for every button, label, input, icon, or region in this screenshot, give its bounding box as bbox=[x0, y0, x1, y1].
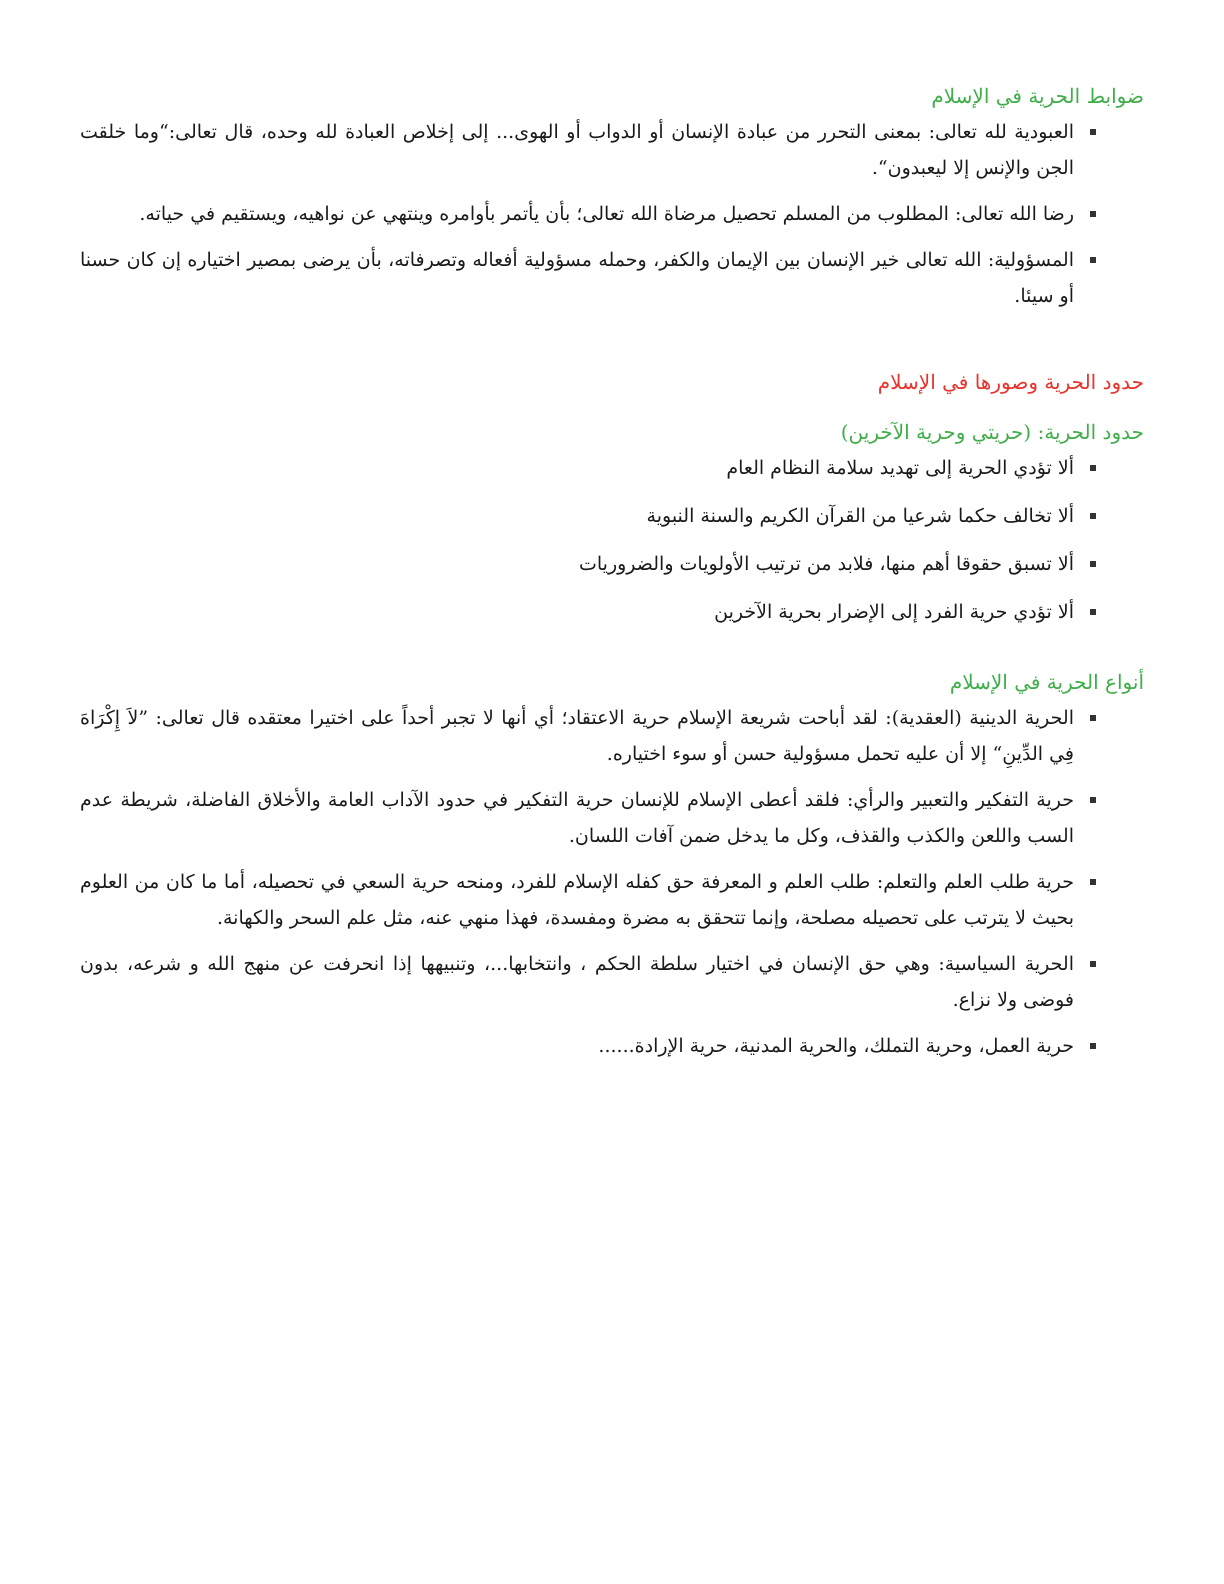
list-item bbox=[80, 196, 1144, 232]
square-bullet-icon bbox=[1090, 961, 1096, 967]
heading-freedom-limits-forms: حدود الحرية وصورها في الإسلام bbox=[877, 370, 1144, 394]
list-item-text: ألا تؤدي حرية الفرد إلى الإضرار بحرية الآخرين bbox=[714, 601, 1074, 623]
square-bullet-icon bbox=[1090, 715, 1096, 721]
list-item bbox=[80, 114, 1144, 186]
list-item-text: الحرية الدينية (العقدية): لقد أباحت شريعة الإسلام حرية الاعتقاد؛ أي أنها لا تجبر أحداً على اختيرا معتقده قال تعالى: ”لاَ إِكْرَاهَ فِي الدِّينِ“ إلا أن عليه تحمل مسؤولية حسن أو سوء اختياره. bbox=[80, 707, 1074, 765]
freedom-types-list bbox=[80, 700, 1144, 1064]
list-item bbox=[80, 594, 1144, 630]
list-item-text: ألا تسبق حقوقا أهم منها، فلابد من ترتيب الأولويات والضروريات bbox=[578, 553, 1074, 575]
list-item-text: حرية طلب العلم والتعلم: طلب العلم و المعرفة حق كفله الإسلام للفرد، ومنحه حرية السعي في تحصيله، أما ما كان من العلوم بحيث لا يترتب على تحصيله مصلحة، وإنما تتحقق به مضرة ومفسدة، فهذا منهي عنه، مثل علم السحر والكهانة. bbox=[80, 871, 1074, 929]
list-item bbox=[80, 546, 1144, 582]
heading-freedom-controls: ضوابط الحرية في الإسلام bbox=[931, 84, 1144, 108]
list-item-text: الحرية السياسية: وهي حق الإنسان في اختيار سلطة الحكم ، وانتخابها...، وتنبيهها إذا انحرفت عن منهج الله و شرعه، بدون فوضى ولا نزاع. bbox=[80, 953, 1074, 1011]
list-item-text: ألا تخالف حكما شرعيا من القرآن الكريم والسنة النبوية bbox=[646, 505, 1074, 527]
list-item-text: رضا الله تعالى: المطلوب من المسلم تحصيل مرضاة الله تعالى؛ بأن يأتمر بأوامره وينتهي عن نواهيه، ويستقيم في حياته. bbox=[139, 203, 1074, 225]
square-bullet-icon bbox=[1090, 1043, 1096, 1049]
heading-freedom-limits: حدود الحرية: (حريتي وحرية الآخرين) bbox=[840, 420, 1144, 444]
list-item bbox=[80, 864, 1144, 936]
square-bullet-icon bbox=[1090, 465, 1096, 471]
square-bullet-icon bbox=[1090, 513, 1096, 519]
list-item-text: ألا تؤدي الحرية إلى تهديد سلامة النظام العام bbox=[726, 457, 1074, 479]
list-item bbox=[80, 700, 1144, 772]
list-item-text: حرية العمل، وحرية التملك، والحرية المدنية، حرية الإرادة...... bbox=[598, 1035, 1074, 1057]
square-bullet-icon bbox=[1090, 609, 1096, 615]
list-item bbox=[80, 450, 1144, 486]
square-bullet-icon bbox=[1090, 129, 1096, 135]
list-item-text: المسؤولية: الله تعالى خير الإنسان بين الإيمان والكفر، وحمله مسؤولية أفعاله وتصرفاته، بأن يرضى بمصير اختياره إن كان حسنا أو سيئا. bbox=[80, 249, 1074, 307]
list-item-text: العبودية لله تعالى: بمعنى التحرر من عبادة الإنسان أو الدواب أو الهوى... إلى إخلاص العبادة لله وحده، قال تعالى:“وما خلقت الجن والإنس إلا ليعبدون“. bbox=[80, 121, 1074, 179]
square-bullet-icon bbox=[1090, 879, 1096, 885]
list-item-text: حرية التفكير والتعبير والرأي: فلقد أعطى الإسلام للإنسان حرية التفكير في حدود الآداب العامة والأخلاق الفاضلة، شريطة عدم السب واللعن والكذب والقذف، وكل ما يدخل ضمن آفات اللسان. bbox=[80, 789, 1074, 847]
list-item bbox=[80, 782, 1144, 854]
freedom-limits-list bbox=[80, 450, 1144, 630]
square-bullet-icon bbox=[1090, 257, 1096, 263]
list-item bbox=[80, 242, 1144, 314]
square-bullet-icon bbox=[1090, 797, 1096, 803]
heading-freedom-types: أنواع الحرية في الإسلام bbox=[949, 670, 1144, 694]
square-bullet-icon bbox=[1090, 561, 1096, 567]
square-bullet-icon bbox=[1090, 211, 1096, 217]
freedom-controls-list bbox=[80, 114, 1144, 314]
list-item bbox=[80, 1028, 1144, 1064]
list-item bbox=[80, 498, 1144, 534]
list-item bbox=[80, 946, 1144, 1018]
